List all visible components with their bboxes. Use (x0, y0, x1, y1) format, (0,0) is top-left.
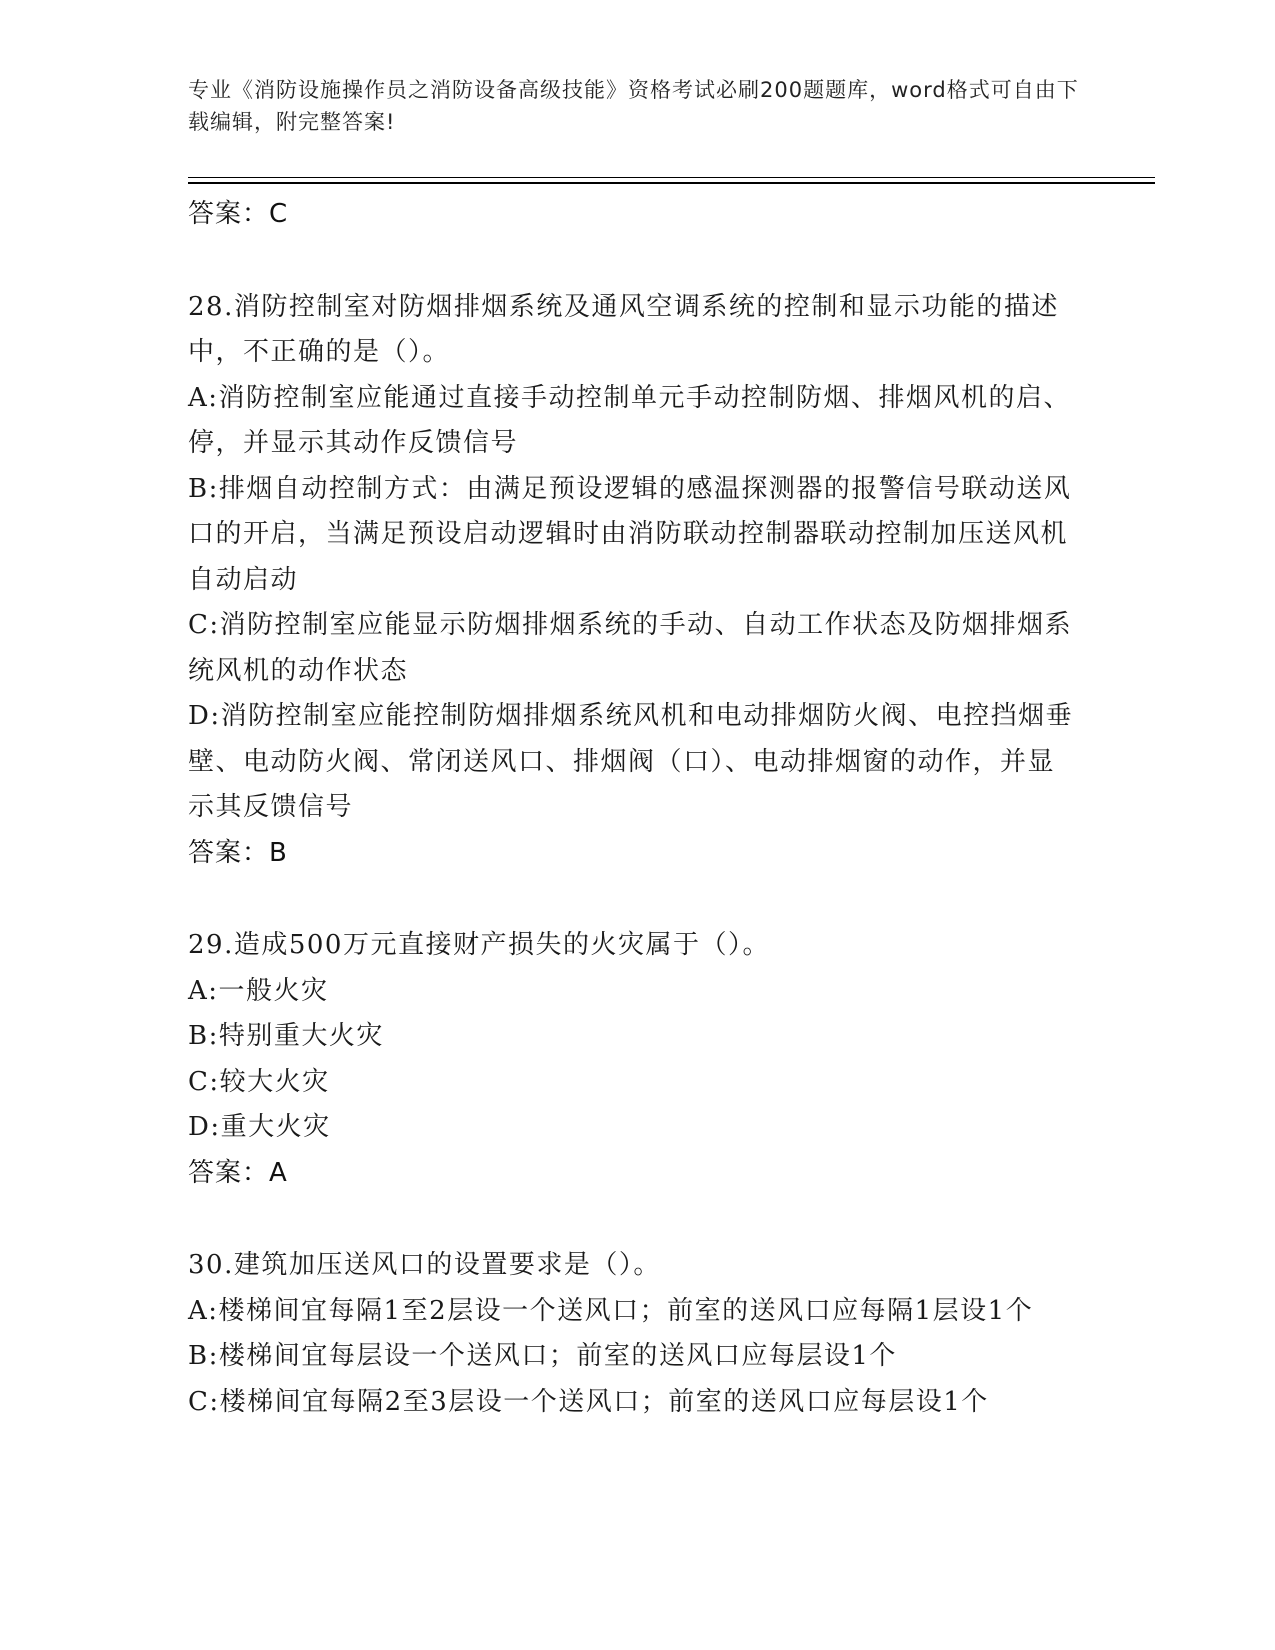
question-content (188, 192, 1078, 1425)
answer-label: 答案：B (188, 837, 288, 868)
option-d: D:重大火灾 (188, 1112, 331, 1142)
document-header: 专业《消防设施操作员之消防设备高级技能》资格考试必刷200题题库，word格式可自由下载编辑，附完整答案! (188, 78, 1079, 134)
option-d: D:消防控制室应能控制防烟排烟系统风机和电动排烟防火阀、电控挡烟垂壁、电动防火阀、常闭送风口、排烟阀（口）、电动排烟窗的动作，并显示其反馈信号 (188, 701, 1074, 822)
option-a: A:消防控制室应能通过直接手动控制单元手动控制防烟、排烟风机的启、停，并显示其动作反馈信号 (188, 382, 1072, 458)
option-b: B:特别重大火灾 (188, 1021, 384, 1051)
option-c: C:较大火灾 (188, 1066, 330, 1097)
option-b: B:楼梯间宜每层设一个送风口；前室的送风口应每层设1个 (188, 1341, 897, 1371)
option-a: A:楼梯间宜每隔1至2层设一个送风口；前室的送风口应每隔1层设1个 (188, 1295, 1034, 1326)
question-block (188, 923, 1078, 1196)
question-text: 30.建筑加压送风口的设置要求是（）。 (188, 1250, 661, 1280)
option-c: C:消防控制室应能显示防烟排烟系统的手动、自动工作状态及防烟排烟系统风机的动作状态 (188, 610, 1073, 686)
header-divider-thick (188, 182, 1155, 184)
option-c: C:楼梯间宜每隔2至3层设一个送风口；前室的送风口应每层设1个 (188, 1386, 989, 1417)
question-text: 29.造成500万元直接财产损失的火灾属于（）。 (188, 930, 770, 960)
previous-answer: 答案：C (188, 199, 289, 229)
spacer (188, 1196, 1078, 1243)
answer-label: 答案：A (188, 1157, 288, 1188)
option-b: B:排烟自动控制方式：由满足预设逻辑的感温探测器的报警信号联动送风口的开启，当满足预设启动逻辑时由消防联动控制器联动控制加压送风机自动启动 (188, 473, 1072, 595)
spacer (188, 876, 1078, 923)
question-text: 28.消防控制室对防烟排烟系统及通风空调系统的控制和显示功能的描述中，不正确的是（）。 (188, 291, 1059, 367)
question-block (188, 1243, 1078, 1425)
question-block (188, 285, 1078, 877)
spacer (188, 238, 1078, 285)
option-a: A:一般火灾 (188, 975, 329, 1006)
header-divider-thin (188, 177, 1155, 178)
